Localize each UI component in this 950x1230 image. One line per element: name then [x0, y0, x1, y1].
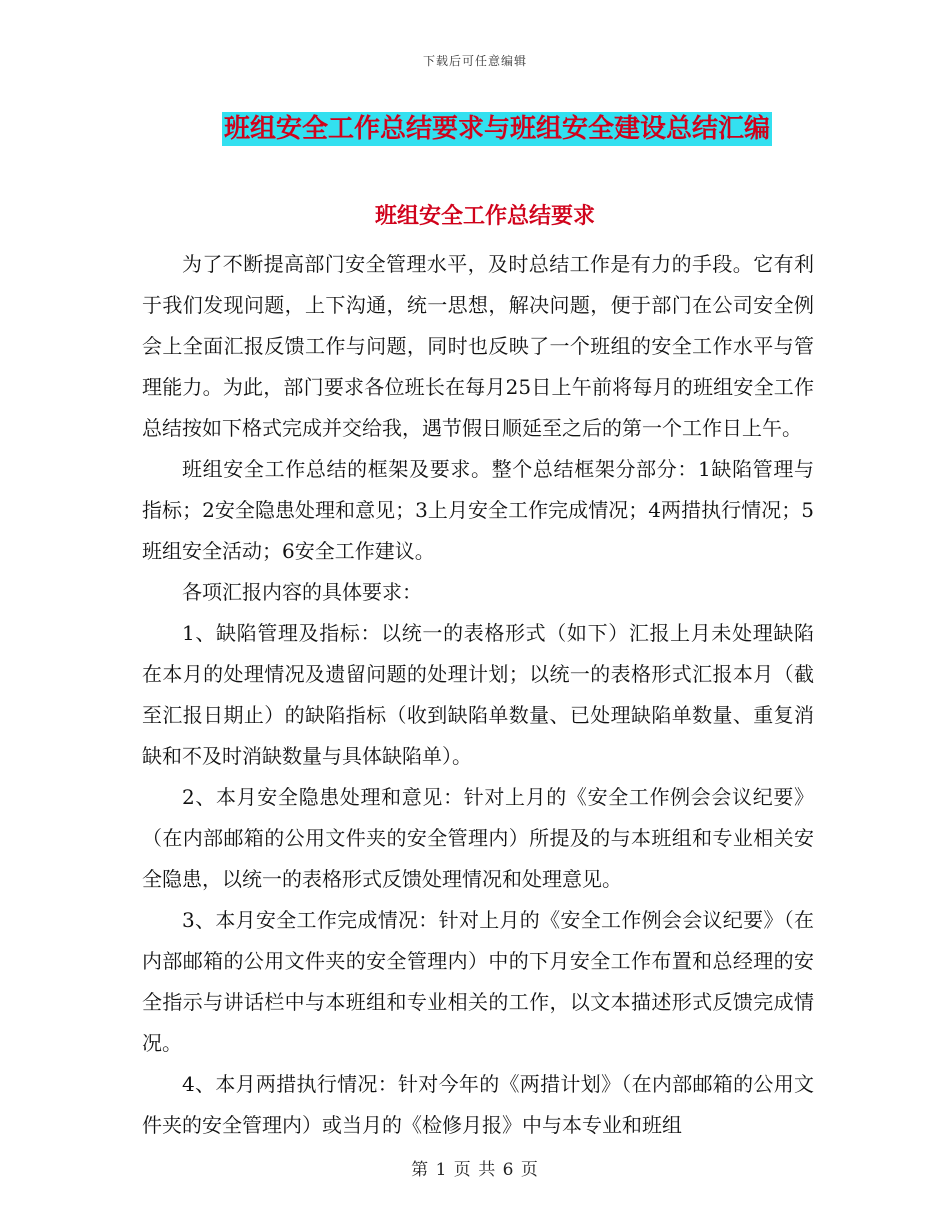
paragraph-framework: 班组安全工作总结的框架及要求。整个总结框架分部分：1缺陷管理与指标；2安全隐患处理和意见；3上月安全工作完成情况；4两措执行情况；5班组安全活动；6安全工作建议。 — [142, 457, 814, 563]
paragraph-item-1: 1、缺陷管理及指标：以统一的表格形式（如下）汇报上月未处理缺陷在本月的处理情况及遗留问题的处理计划；以统一的表格形式汇报本月（截至汇报日期止）的缺陷指标（收到缺陷单数量、已处理缺陷单数量、重复消缺和不及时消缺数量与具体缺陷单）。 — [142, 621, 814, 768]
paragraph-intro: 为了不断提高部门安全管理水平，及时总结工作是有力的手段。它有利于我们发现问题，上下沟通，统一思想，解决问题，便于部门在公司安全例会上全面汇报反馈工作与问题，同时也反映了一个班组的安全工作水平与管理能力。为此，部门要求各位班长在每月25日上午前将每月的班组安全工作总结按如下格式完成并交给我，遇节假日顺延至之后的第一个工作日上午。 — [142, 252, 814, 440]
paragraph-item-2: 2、本月安全隐患处理和意见：针对上月的《安全工作例会会议纪要》（在内部邮箱的公用文件夹的安全管理内）所提及的与本班组和专业相关安全隐患，以统一的表格形式反馈处理情况和处理意见。 — [142, 785, 814, 891]
section-title: 班组安全工作总结要求 — [374, 204, 595, 229]
document-title: 班组安全工作总结要求与班组安全建设总结汇编 — [223, 114, 770, 144]
paragraph-item-3: 3、本月安全工作完成情况：针对上月的《安全工作例会会议纪要》（在内部邮箱的公用文件夹的安全管理内）中的下月安全工作布置和总经理的安全指示与讲话栏中与本班组和专业相关的工作，以文本描述形式反馈完成情况。 — [142, 908, 814, 1055]
document-body — [142, 244, 814, 1146]
paragraph-item-4: 4、本月两措执行情况：针对今年的《两措计划》（在内部邮箱的公用文件夹的安全管理内）或当月的《检修月报》中与本专业和班组 — [142, 1072, 814, 1137]
paragraph-requirements-heading: 各项汇报内容的具体要求： — [182, 580, 422, 604]
header-note: 下载后可任意编辑 — [422, 54, 527, 68]
document-title-container — [22, 112, 950, 146]
page-number-footer: 第 1 页 共 6 页 — [411, 1160, 539, 1180]
